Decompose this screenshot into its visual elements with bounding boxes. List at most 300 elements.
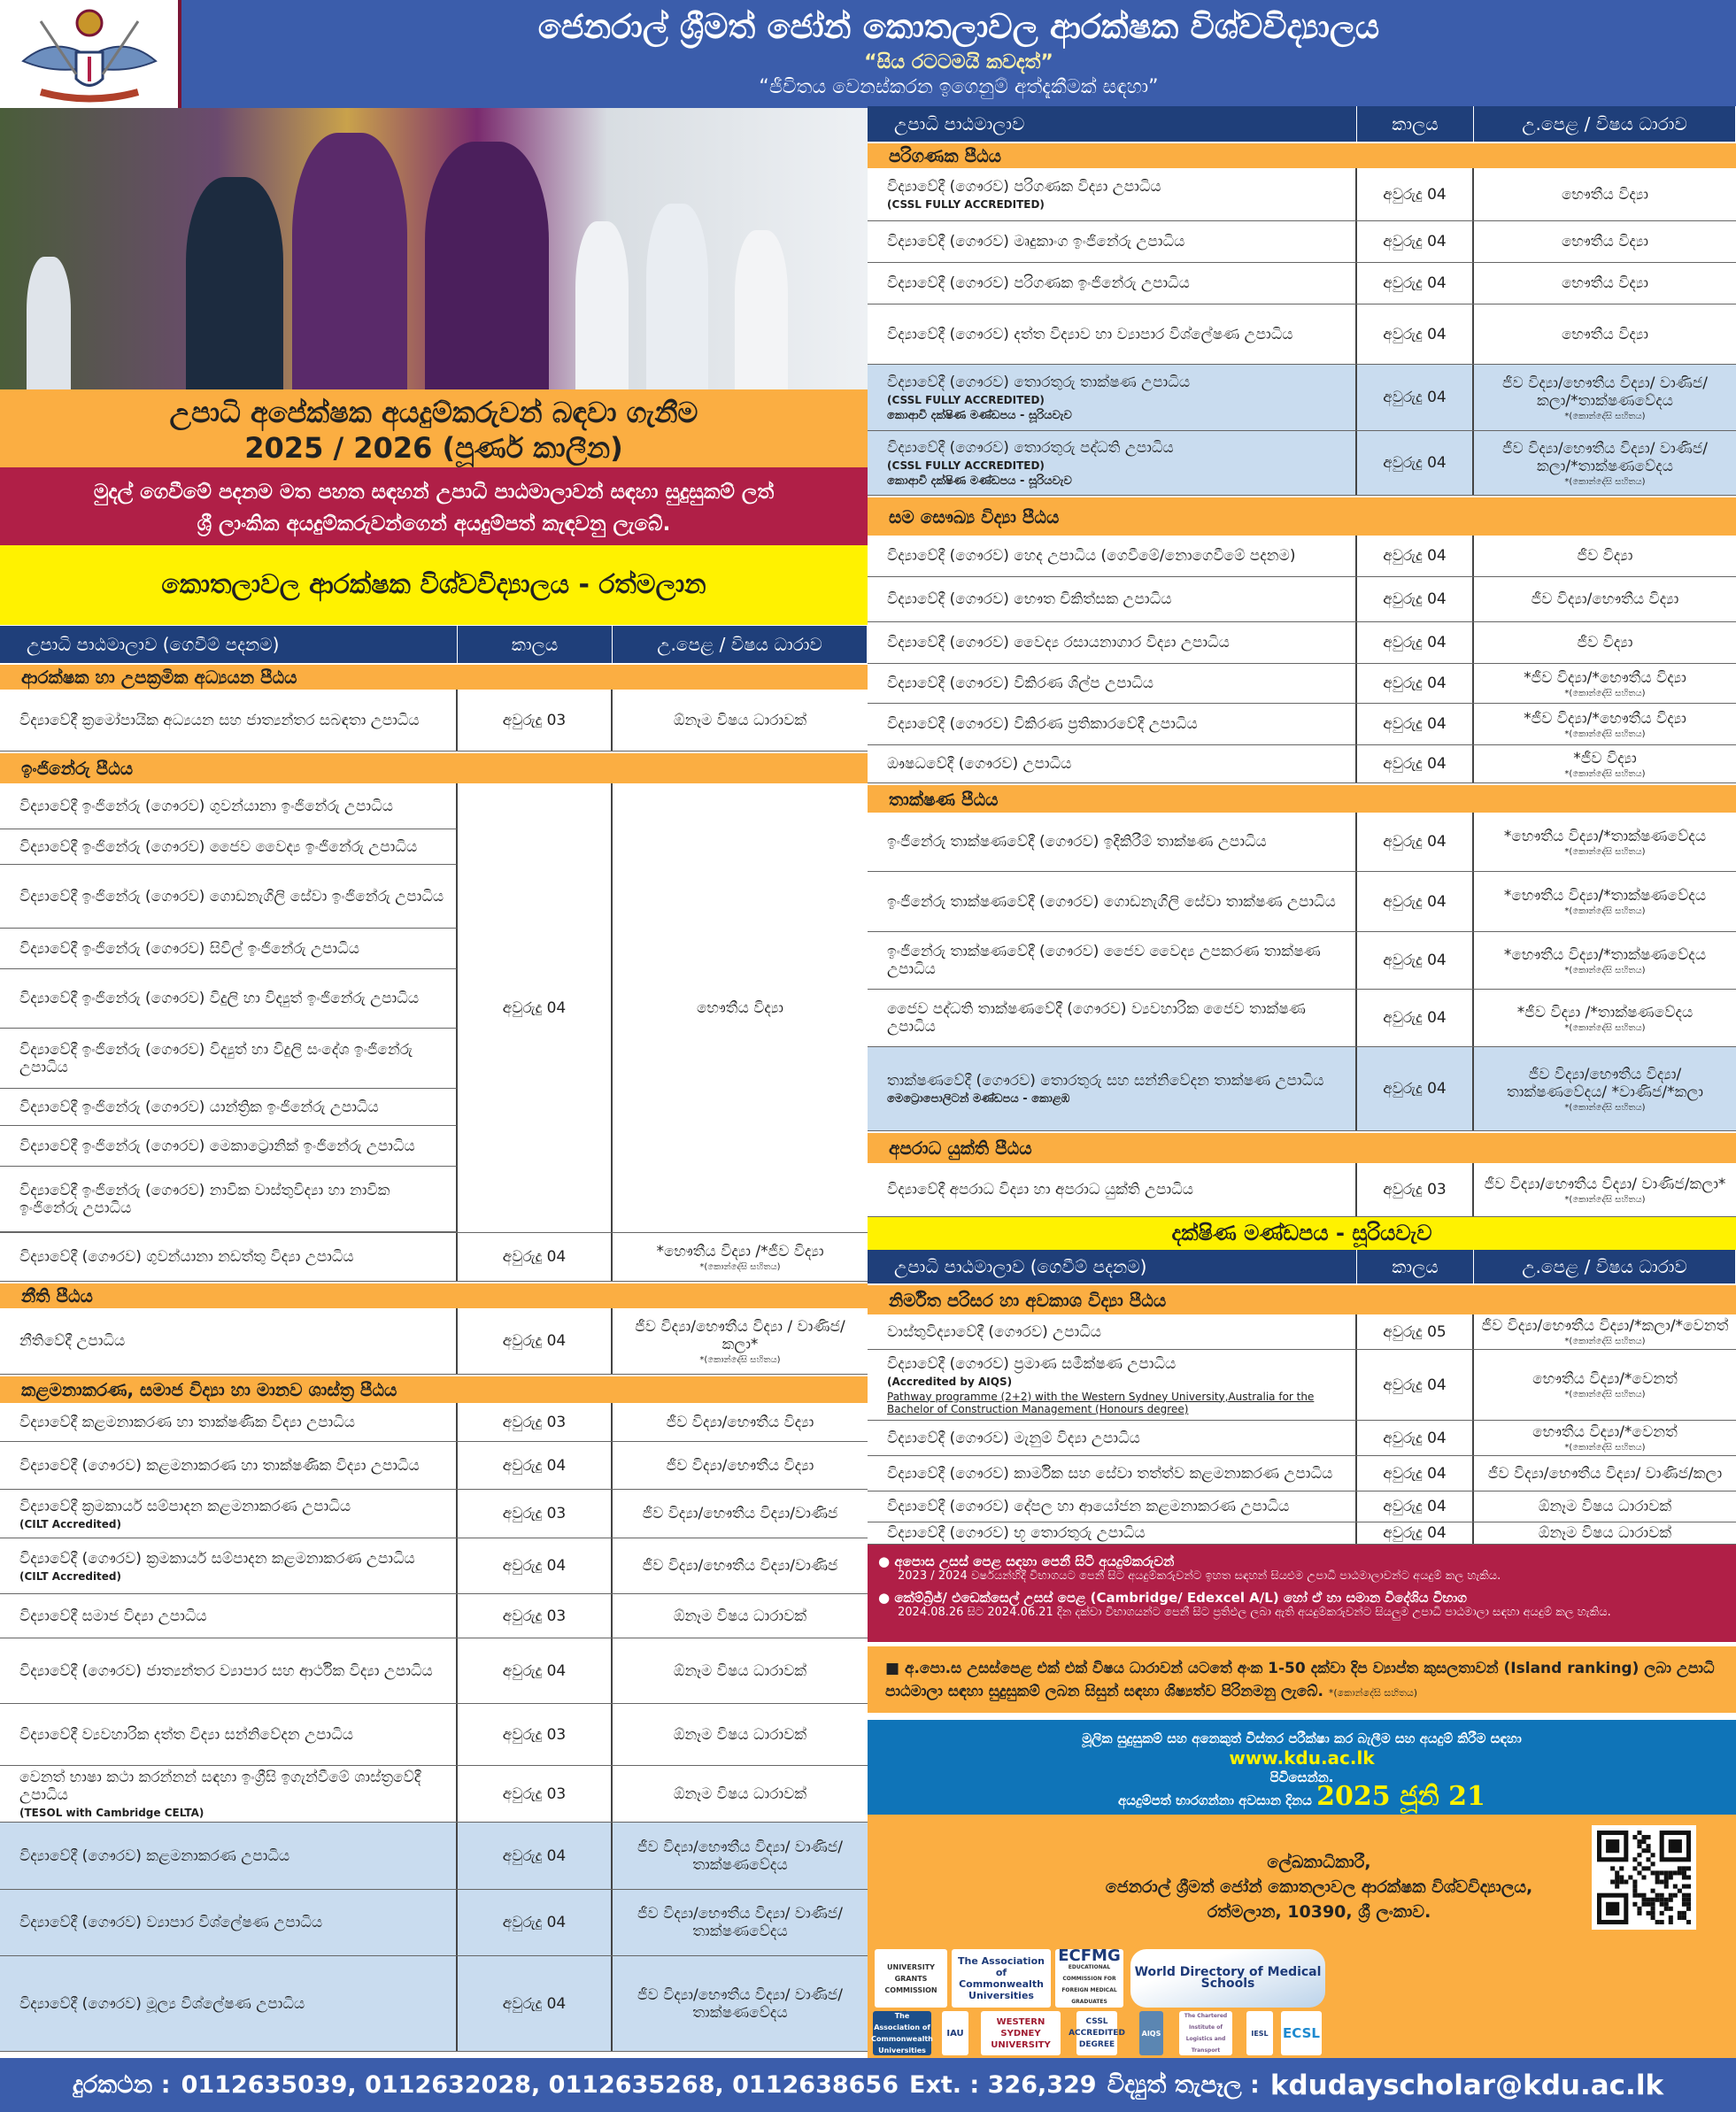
course-cell [868, 577, 1357, 621]
stream-cell [613, 783, 868, 1232]
stream-text: ජීව විද්‍යා/භෞතීය විද්‍යා [666, 1413, 814, 1431]
course-cell [868, 813, 1357, 871]
stream-cell [613, 1308, 868, 1374]
phone-ext: Ext. : 326,329 [909, 2071, 1097, 2099]
duration-text: අවුරුදු 04 [1383, 1429, 1447, 1447]
column-header: කාලය [1357, 1250, 1474, 1283]
recruitment-banner [0, 389, 868, 467]
stream-text: ජීව විද්‍යා/භෞතීය විද්‍යා/වාණිජ [642, 1505, 838, 1522]
stream-cell [1474, 813, 1736, 871]
course-name: විද්‍යාවේදී (ගෞරව) ජාත්‍යන්තර ව්‍යාපාර සහ ආර්ථික විද්‍යා උපාධිය [19, 1661, 433, 1680]
stream-cell [1474, 221, 1736, 262]
table-row[interactable] [0, 1704, 868, 1766]
left-course-table [0, 626, 868, 2052]
table-row[interactable] [0, 1956, 868, 2052]
info-line: පිවිසෙන්න. [1269, 1769, 1334, 1785]
duration-cell [1357, 1047, 1474, 1130]
course-name: විද්‍යාවේදී ඉංජිනේරු (ගෞරව) නාවික වාස්තුවිද්‍යා හා නාවික ඉංජිනේරු උපාධිය [19, 1181, 390, 1217]
table-row[interactable] [868, 872, 1736, 932]
table-row[interactable] [0, 783, 458, 829]
stream-cell [1474, 622, 1736, 663]
course-name: වාස්තුවිද්‍යාවේදී (ගෞරව) උපාධිය [887, 1322, 1102, 1341]
duration-text: අවුරුදු 04 [1383, 325, 1447, 343]
table-row[interactable] [868, 1163, 1736, 1217]
table-row[interactable] [0, 1823, 868, 1890]
table-row[interactable] [0, 1490, 868, 1538]
course-cell [0, 1029, 456, 1088]
table-row[interactable] [868, 813, 1736, 872]
course-name: තාක්ෂණවේදී (ගෞරව) තොරතුරු සහ සන්නිවේදන තාක්ෂණ උපාධිය [887, 1072, 1324, 1090]
conditional-note: *(කොන්දේසි සහිතය) [1564, 768, 1646, 779]
scholarship-note: ■ අ.පො.ස උසස්පෙළ එක් එක් විෂය ධාරාවන් යටතේ අංක 1-50 දක්වා දිප ව්‍යාප්ත කුසලතාවන් (Island ranking) ලබා උපාධි පාඨමාලා සඳහා සුදුසුකම් ලබන සිසුන් සඳහා ශිෂ්‍යත්ව පිරිනමනු ලැබේ. *(කොන්දේසි සහිතය) [868, 1646, 1736, 1713]
course-cell [868, 365, 1357, 430]
duration-cell [458, 1766, 613, 1822]
duration-cell [458, 1704, 613, 1765]
table-header [868, 1250, 1736, 1283]
duration-cell [1357, 577, 1474, 621]
course-stack [0, 783, 458, 1232]
course-name: විද්‍යාවේදී (ගෞරව) ක්‍රමකාර්ය සම්පාදන කළමනාකරණ උපාධිය [19, 1549, 415, 1568]
info-line: මූලික සුදුසුකම් සහ අනෙකුත් විස්තර පරීක්ෂා කර බැලීම සහ අයදුම් කිරීම සඳහා [1082, 1730, 1522, 1746]
accreditation-note: (Accredited by AIQS) [887, 1375, 1013, 1388]
header [0, 0, 1736, 108]
conditional-note: *(කොන්දේසි සහිතය) [1564, 1443, 1646, 1453]
duration-text: අවුරුදු 04 [1383, 634, 1447, 651]
stream-cell [1474, 704, 1736, 744]
column-header: උපාධි පාඨමාලාව (ගෙවීම් පදනම) [0, 626, 458, 663]
conditional-note: *(කොන්දේසි සහිතය) [1564, 1337, 1646, 1346]
logo-wsu: WESTERN SYDNEY UNIVERSITY [981, 2011, 1061, 2055]
course-cell [868, 664, 1357, 703]
stream-text: ජීව විද්‍යා/භෞතීය විද්‍යා/ වාණිජ/කලා/*තාක්ෂණවේදය [1502, 439, 1708, 475]
stream-text: භෞතීය විද්‍යා [696, 998, 784, 1017]
duration-cell [1357, 990, 1474, 1046]
stream-text: ජීව විද්‍යා/භෞතීය විද්‍යා/ තාක්ෂණවේදය/ *වාණිජ/*කලා [1506, 1065, 1703, 1101]
table-row[interactable] [868, 704, 1736, 745]
stream-cell [1474, 1314, 1736, 1349]
postal-address [974, 1850, 1664, 1924]
duration-text: අවුරුදු 04 [1383, 233, 1447, 251]
conditional-note: *(කොන්දේසි සහිතය) [1564, 965, 1646, 975]
course-cell [0, 1233, 458, 1281]
stream-text: ජීව විද්‍යා/භෞතීය විද්‍යා/වාණිජ [642, 1557, 838, 1575]
table-row[interactable] [868, 1421, 1736, 1456]
table-row[interactable] [868, 664, 1736, 704]
faculty-header: අපරාධ යුක්ති පීඨය [868, 1131, 1736, 1163]
stream-cell [1474, 745, 1736, 782]
table-row[interactable] [868, 168, 1736, 221]
ecfmg-name: ECFMG [1058, 1946, 1121, 1965]
duration-cell [458, 783, 613, 1232]
conditional-note: *(කොන්දේසි සහිතය) [1564, 411, 1646, 421]
course-cell [868, 1456, 1357, 1491]
duration-cell [1357, 1456, 1474, 1491]
stream-text: ඕනෑම විෂය ධාරාවක් [673, 1607, 807, 1625]
course-name: විද්‍යාවේදී (ගෞරව) විකිරණ ශිල්ප උපාධිය [887, 674, 1154, 692]
course-name: විද්‍යාවේදී ඉංජිනේරු (ගෞරව) විදුලි හා විද්‍යුත් ඉංජිනේරු උපාධිය [19, 990, 420, 1007]
course-cell [868, 1492, 1357, 1522]
campus-title: කොතලාවල ආරක්ෂක විශ්වවිද්‍යාලය - රත්මලාන [0, 545, 868, 625]
duration-cell [1357, 1522, 1474, 1544]
table-row[interactable] [0, 1403, 868, 1442]
duration-text: අවුරුදු 04 [1383, 892, 1447, 911]
duration-cell [1357, 872, 1474, 931]
table-row[interactable] [0, 1594, 868, 1638]
duration-text: අවුරුදු 03 [502, 1413, 567, 1431]
conditional-note: *(කොන්දේසි සහිතය) [1564, 1102, 1646, 1113]
course-cell [868, 932, 1357, 989]
course-name: විද්‍යාවේදී කළමනාකරණ හා තාක්ෂණික විද්‍යා උපාධිය [19, 1413, 356, 1431]
table-row[interactable] [868, 221, 1736, 263]
table-row[interactable] [0, 929, 458, 969]
course-name: විද්‍යාවේදී (ගෞරව) මැනුම් විද්‍යා උපාධිය [887, 1429, 1140, 1447]
stream-cell [1474, 304, 1736, 364]
duration-text: අවුරුදු 03 [502, 1505, 567, 1522]
course-name: ඉංජිනේරු තාක්ෂණවේදී (ගෞරව) ගොඩනැගිලි සේවා තාක්ෂණ උපාධිය [887, 892, 1336, 911]
stream-text: ජීව විද්‍යා/භෞතීය විද්‍යා/ වාණිජ/තාක්ෂණවේදය [637, 1838, 843, 1874]
stream-text: *භෞතීය විද්‍යා/*තාක්ෂණවේදය [1503, 945, 1707, 964]
table-row[interactable] [0, 1126, 458, 1167]
table-header [0, 626, 868, 663]
duration-text: අවුරුදු 04 [502, 1661, 567, 1680]
course-name: විද්‍යාවේදී (ගෞරව) කළමනාකරණ හා තාක්ෂණික විද්‍යා උපාධිය [19, 1456, 420, 1475]
table-row[interactable] [0, 1890, 868, 1956]
table-row[interactable] [868, 1456, 1736, 1492]
duration-text: අවුරුදු 04 [1383, 185, 1447, 204]
duration-text: අවුරුදු 04 [502, 998, 567, 1017]
stream-text: *ජීව විද්‍යා /*තාක්ෂණවේදය [1516, 1003, 1694, 1021]
eligibility-title: ● අපොස උසස් පෙළ සඳහා පෙනී සිටි අයදුම්කරුවන් [878, 1553, 1175, 1569]
duration-text: අවුරුදු 04 [1383, 1464, 1447, 1483]
duration-cell [1357, 664, 1474, 703]
course-cell [868, 990, 1357, 1046]
course-cell [0, 1890, 458, 1955]
accreditation-note: (CSSL FULLY ACCREDITED) [887, 459, 1045, 472]
stream-cell [613, 1766, 868, 1822]
course-cell [0, 783, 456, 829]
stream-cell [1474, 932, 1736, 989]
duration-cell [1357, 813, 1474, 871]
email-label: විද්‍යුත් තැපෑල : [1107, 2070, 1260, 2099]
stream-cell [1474, 431, 1736, 495]
duration-cell [458, 1233, 613, 1281]
address-line: ජෙනරාල් ශ්‍රීමත් ජෝන් කොතලාවල ආරක්ෂක විශ්වවිද්‍යාලය, [1105, 1877, 1533, 1897]
stream-cell [613, 1704, 868, 1765]
duration-cell [1357, 1163, 1474, 1216]
phone-numbers[interactable]: 0112635039, 0112632028, 0112635268, 0112638656 [181, 2071, 899, 2099]
duration-cell [458, 1442, 613, 1489]
stream-text: *භෞතීය විද්‍යා /*ජීව විද්‍යා [656, 1242, 824, 1260]
stream-text: භෞතීය විද්‍යා [1561, 185, 1649, 204]
course-cell [0, 1766, 458, 1822]
duration-text: අවුරුදු 04 [1383, 715, 1447, 733]
stream-cell [1474, 263, 1736, 304]
conditional-note: *(කොන්දේසි සහිතය) [1564, 1194, 1646, 1205]
course-name: විද්‍යාවේදී (ගෞරව) ප්‍රමාණ සමීක්ෂණ උපාධිය [887, 1354, 1177, 1373]
info-box [868, 1720, 1736, 1815]
table-row[interactable] [0, 1538, 868, 1594]
accreditation-note: (CILT Accredited) [19, 1569, 122, 1583]
duration-text: අවුරුදු 03 [502, 1725, 567, 1744]
stream-text: ජීව විද්‍යා/භෞතීය විද්‍යා/ වාණිජ/කලා/*තාක්ෂණවේදය [1502, 374, 1708, 410]
stream-cell [1474, 365, 1736, 430]
table-row[interactable] [868, 990, 1736, 1047]
stream-cell [1474, 577, 1736, 621]
course-cell [0, 1538, 458, 1593]
stream-text: ජීව විද්‍යා [1577, 634, 1633, 651]
logo-iesl: IESL [1246, 2011, 1273, 2055]
duration-text: අවුරුදු 05 [1383, 1322, 1447, 1341]
duration-text: අවුරුදු 04 [502, 1557, 567, 1575]
stream-cell [613, 1594, 868, 1638]
table-row[interactable] [868, 365, 1736, 431]
logo-iau: IAU [942, 2011, 968, 2055]
stream-text: භෞතීය විද්‍යා [1561, 274, 1649, 292]
conditional-note: *(කොන්දේසි සහිතය) [1564, 476, 1646, 487]
course-name: විද්‍යාවේදී (ගෞරව) හෙද උපාධිය (ගෙවීමේ/නොගෙවීමේ පදනම) [887, 547, 1296, 565]
duration-text: අවුරුදු 04 [502, 1994, 567, 2013]
stream-cell [1474, 1163, 1736, 1216]
duration-text: අවුරුදු 04 [1383, 590, 1447, 608]
duration-text: අවුරුදු 04 [1383, 952, 1447, 969]
duration-text: අවුරුදු 03 [502, 1607, 567, 1625]
table-row[interactable] [0, 829, 458, 865]
table-row[interactable] [868, 431, 1736, 496]
table-row[interactable] [0, 969, 458, 1029]
logo-wdoms: World Directory of Medical Schools [1130, 1949, 1325, 2008]
stream-text: ජීව විද්‍යා/භෞතීය විද්‍යා [666, 1456, 814, 1475]
email-link[interactable]: kdudayscholar@kdu.ac.lk [1269, 2069, 1664, 2101]
course-cell [868, 745, 1357, 782]
table-row[interactable] [0, 690, 868, 752]
duration-cell [1357, 932, 1474, 989]
stream-text: ජීව විද්‍යා/භෞතීය විද්‍යා/*කලා/*වෙනත් [1481, 1317, 1729, 1335]
pathway-link[interactable]: Pathway programme (2+2) with the Western Sydney University,Australia for the Bachelor of Construction Management (Honours degree) [887, 1390, 1315, 1415]
contact-footer [0, 2058, 1736, 2112]
crest-icon [5, 4, 174, 105]
south-campus-title: දක්ෂිණ මණ්ඩපය - සූරියවැව [868, 1217, 1736, 1250]
course-cell [0, 1823, 458, 1889]
course-name: විද්‍යාවේදී ඉංජිනේරු (ගෞරව) සිවිල් ඉංජිනේරු උපාධිය [19, 939, 359, 958]
course-cell [868, 1522, 1357, 1544]
course-name: විද්‍යාවේදී (ගෞරව) දේපල හා ආයෝජන කළමනාකරණ උපාධිය [887, 1498, 1290, 1515]
table-row[interactable] [868, 1522, 1736, 1545]
course-name: විද්‍යාවේදී (ගෞරව) පරිගණක විද්‍යා උපාධිය [887, 178, 1161, 196]
campus-location: කොආවි දක්ෂිණ මණ්ඩපය - සූරියවැව [887, 408, 1072, 422]
duration-text: අවුරුදු 04 [1383, 547, 1447, 565]
duration-cell [458, 1490, 613, 1538]
qr-code[interactable] [1592, 1825, 1696, 1930]
course-cell [868, 1314, 1357, 1349]
conditional-note: *(කොන්දේසි සහිතය) [1564, 846, 1646, 857]
table-row[interactable] [868, 1350, 1736, 1421]
course-name: විද්‍යාවේදී (ගෞරව) මූල්‍ය විශ්ලේෂණ උපාධිය [19, 1994, 305, 2013]
eligibility-text: 2023 / 2024 වර්ෂයන්හිදී විභාගයට පෙනී සිට අයදුම්කරුවන්ට ඉහත සඳහන් සියළුම උපාධි පාඨමාලාවන්ට අයදුම් කල හැකිය. [898, 1569, 1501, 1583]
duration-cell [1357, 1492, 1474, 1522]
logo-aiqs: AIQS [1139, 2011, 1163, 2055]
stream-text: ජීව විද්‍යා/භෞතීය විද්‍යා/ වාණිජ/කලා* [1484, 1175, 1726, 1193]
table-row[interactable] [868, 1314, 1736, 1350]
stream-text: ජීව විද්‍යා/භෞතීය විද්‍යා / වාණිජ/කලා* [635, 1317, 845, 1353]
table-row[interactable] [868, 577, 1736, 622]
table-row[interactable] [0, 1442, 868, 1490]
duration-cell [1357, 1350, 1474, 1420]
table-row[interactable] [0, 865, 458, 929]
table-row[interactable] [868, 304, 1736, 365]
conditional-note: *(කොන්දේසි සහිතය) [1564, 688, 1646, 698]
column-header: උ.පෙළ / විෂය ධාරාව [1474, 106, 1736, 142]
conditional-note: *(කොන්දේසි සහිතය) [1564, 728, 1646, 739]
course-cell [0, 1956, 458, 2051]
duration-cell [1357, 304, 1474, 364]
duration-cell [1357, 1314, 1474, 1349]
course-name: විද්‍යාවේදී (ගෞරව) විකිරණ ප්‍රතිකාරවේදී උපාධිය [887, 715, 1198, 733]
course-name: විද්‍යාවේදී ව්‍යවහාරික දත්ත විද්‍යා සන්නිවේදන උපාධිය [19, 1725, 353, 1744]
table-row[interactable] [0, 1167, 458, 1232]
course-name: විද්‍යාවේදී (ගෞරව) කාර්මික සහ සේවා තත්ත්ව කළමනාකරණ උපාධිය [887, 1464, 1333, 1483]
stream-cell [1474, 1522, 1736, 1544]
stream-text: *ජීව විද්‍යා/*භෞතීය විද්‍යා [1524, 709, 1686, 728]
duration-cell [458, 1308, 613, 1374]
stream-cell [613, 1233, 868, 1281]
course-name: විද්‍යාවේදී (ගෞරව) භූ තොරතුරු උපාධිය [887, 1524, 1146, 1542]
motto: “සිය රටටමයි කවදත්” [864, 51, 1053, 73]
column-header: උ.පෙළ / විෂය ධාරාව [613, 626, 868, 663]
course-cell [868, 168, 1357, 220]
stream-text: *භෞතීය විද්‍යා/*තාක්ෂණවේදය [1503, 827, 1707, 845]
duration-cell [1357, 365, 1474, 430]
stream-cell [613, 1638, 868, 1703]
course-name: විද්‍යාවේදී ඉංජිනේරු (ගෞරව) විද්‍යුත් හා විදුලි සංදේශ ඉංජිනේරු උපාධිය [19, 1040, 413, 1076]
course-cell [0, 1594, 458, 1638]
stream-text: ජීව විද්‍යා/භෞතීය විද්‍යා [1531, 590, 1679, 608]
eligibility-heading: අපොස උසස් පෙළ සඳහා පෙනී සිටි අයදුම්කරුවන් [894, 1553, 1175, 1569]
ecfmg-sub: EDUCATIONAL COMMISSION FOR FOREIGN MEDICAL GRADUATES [1061, 1963, 1117, 2005]
duration-cell [1357, 263, 1474, 304]
stream-text: ඕනෑම විෂය ධාරාවක් [673, 1725, 807, 1744]
stream-text: භෞතීය විද්‍යා [1561, 325, 1649, 343]
logo-ecfmg [1055, 1946, 1123, 2008]
course-cell [0, 1308, 458, 1374]
course-name: ඉංජිනේරු තාක්ෂණවේදී (ගෞරව) ඉදිකිරීම් තාක්ෂණ උපාධිය [887, 833, 1267, 851]
phone-label: දුරකථන : [72, 2070, 171, 2099]
course-name: විද්‍යාවේදී (ගෞරව) පරිගණක ඉංජිනේරු උපාධිය [887, 274, 1190, 292]
course-cell [868, 431, 1357, 495]
faculty-header: ආරක්ෂක හා උපක්‍රමික අධ්‍යයන පීඨය [0, 663, 868, 690]
column-header: උ.පෙළ / විෂය ධාරාව [1474, 1250, 1736, 1283]
qr-pattern [1597, 1831, 1691, 1924]
duration-text: අවුරුදු 03 [1383, 1181, 1447, 1199]
stream-text: ඕනෑම විෂය ධාරාවක් [673, 1784, 807, 1803]
duration-text: අවුරුදු 04 [502, 1914, 567, 1931]
stream-cell [1474, 1421, 1736, 1455]
stream-cell [1474, 1350, 1736, 1420]
duration-text: අවුරුදු 04 [1383, 1080, 1447, 1098]
stream-text: ජීව විද්‍යා/භෞතීය විද්‍යා/ වාණිජ/තාක්ෂණවේදය [637, 1905, 843, 1940]
stream-cell [1474, 1492, 1736, 1522]
scholarship-text: අ.පො.ස උසස්පෙළ එක් එක් විෂය ධාරාවන් යටතේ අංක 1-50 දක්වා දිප ව්‍යාප්ත කුසලතාවන් (Island ranking) ලබා උපාධි පාඨමාලා සඳහා සුදුසුකම් ලබන සිසුන් සඳහා ශිෂ්‍යත්ව පිරිනමනු ලැබේ. [885, 1660, 1715, 1700]
conditional-note: *(කොන්දේසි සහිතය) [1564, 1390, 1646, 1399]
table-row[interactable] [868, 536, 1736, 577]
table-row[interactable] [868, 1047, 1736, 1131]
duration-cell [1357, 536, 1474, 576]
stream-cell [1474, 536, 1736, 576]
conditional-note: *(කොන්දේසි සහිතය) [1564, 1022, 1646, 1033]
course-cell [0, 1167, 456, 1231]
course-name: විද්‍යාවේදී (ගෞරව) ගුවන්යානා නඩත්තු විද්‍යා උපාධිය [19, 1248, 354, 1266]
accreditation-note: (CSSL FULLY ACCREDITED) [887, 393, 1045, 406]
stream-text: ඕනෑම විෂය ධාරාවක් [1538, 1498, 1672, 1515]
stream-text: භෞතීය විද්‍යා/*වෙනත් [1532, 1370, 1678, 1388]
course-name: විද්‍යාවේදී අපරාධ විද්‍යා හා අපරාධ යුක්ති උපාධිය [887, 1181, 1193, 1199]
duration-text: අවුරුදු 04 [502, 1456, 567, 1475]
table-row[interactable] [0, 1308, 868, 1375]
column-header: උපාධි පාඨමාලාව [868, 106, 1357, 142]
course-cell [868, 622, 1357, 663]
table-row[interactable] [868, 622, 1736, 664]
duration-text: අවුරුදු 04 [1383, 1498, 1447, 1515]
stream-cell [613, 1823, 868, 1889]
faculty-header: කළමනාකරණ, සමාජ විද්‍යා හා මානව ශාස්ත්‍ර පීඨය [0, 1375, 868, 1403]
scholarship-cond: *(කොන්දේසි සහිතය) [1328, 1687, 1418, 1699]
duration-cell [458, 1594, 613, 1638]
south-course-table [868, 1250, 1736, 1545]
duration-cell [1357, 168, 1474, 220]
duration-text: අවුරුදු 04 [502, 1248, 567, 1266]
conditional-note: *(කොන්දේසි සහිතය) [1564, 906, 1646, 916]
duration-cell [458, 1823, 613, 1889]
table-row[interactable] [0, 1029, 458, 1089]
accreditation-note: (TESOL with Cambridge CELTA) [19, 1807, 204, 1819]
table-row[interactable] [0, 1766, 868, 1823]
duration-text: අවුරුදු 04 [1383, 1009, 1447, 1027]
university-crest-logo [0, 0, 181, 108]
course-cell [0, 829, 456, 864]
stream-cell [613, 1490, 868, 1538]
stream-cell [1474, 1456, 1736, 1491]
stream-text: ඕනෑම විෂය ධාරාවක් [1538, 1524, 1672, 1542]
notice-line: ශ්‍රී ලාංකික අයදුම්කරුවන්ගෙන් අයදුම්පත් කැඳවනු ලැබේ. [197, 513, 671, 536]
duration-text: අවුරුදු 04 [502, 1846, 567, 1865]
column-header: කාලය [1357, 106, 1474, 142]
conditional-note: *(කොන්දේසි සහිතය) [699, 1354, 781, 1365]
accreditation-note: (CSSL FULLY ACCREDITED) [887, 198, 1045, 211]
duration-text: අවුරුදු 03 [502, 711, 567, 729]
table-row[interactable] [0, 1233, 868, 1282]
course-cell [868, 304, 1357, 364]
table-row[interactable] [868, 1492, 1736, 1522]
eligibility-heading: කේම්බ්‍රිජ්/ එඩෙක්සෙල් උසස් පෙළ (Cambridge/ Edexcel A/L) හෝ ඒ හා සමාන විදේශිය විභාග [894, 1590, 1468, 1606]
course-name: විද්‍යාවේදී (ගෞරව) භෞත චිකිත්සක උපාධිය [887, 590, 1172, 608]
course-name: නීතිවේදී උපාධිය [19, 1332, 126, 1350]
merged-course-group [0, 783, 868, 1233]
table-row[interactable] [0, 1638, 868, 1704]
stream-cell [613, 1890, 868, 1955]
website-link[interactable]: www.kdu.ac.lk [1229, 1747, 1375, 1769]
column-header: උපාධි පාඨමාලාව (ගෙවීම් පදනම) [868, 1250, 1357, 1283]
duration-text: අවුරුදු 03 [502, 1784, 567, 1803]
stream-text: ඕනෑම විෂය ධාරාවක් [673, 711, 807, 729]
table-row[interactable] [868, 745, 1736, 783]
duration-cell [458, 1403, 613, 1441]
table-row[interactable] [868, 932, 1736, 990]
course-name: විද්‍යාවේදී සමාජ විද්‍යා උපාධිය [19, 1607, 207, 1625]
table-row[interactable] [0, 1089, 458, 1126]
stream-cell [1474, 990, 1736, 1046]
campus-location: කොආවි දක්ෂිණ මණ්ඩපය - සූරියවැව [887, 474, 1072, 488]
duration-cell [1357, 221, 1474, 262]
table-row[interactable] [868, 263, 1736, 304]
